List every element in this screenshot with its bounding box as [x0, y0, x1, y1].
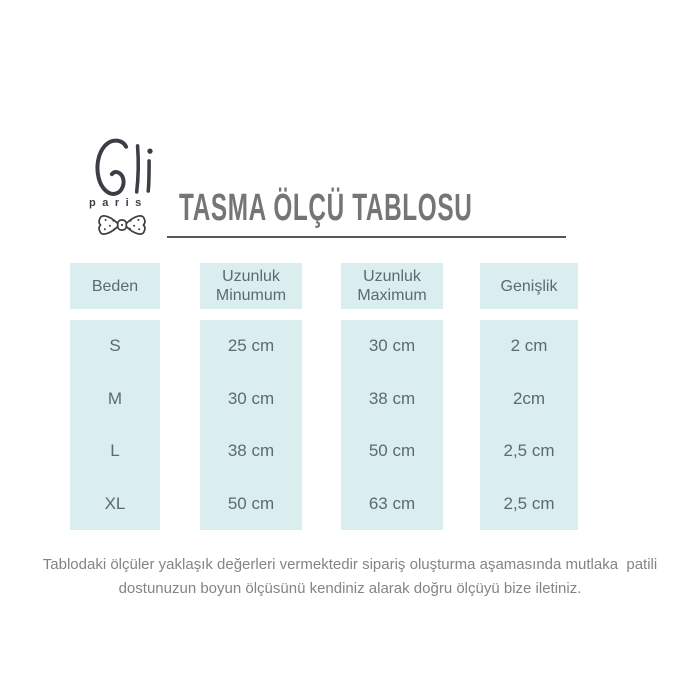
- column-uzunluk-maximum: [341, 263, 443, 530]
- table-cell: 2 cm: [510, 336, 548, 356]
- column-genislik: [480, 263, 578, 530]
- table-cell: 50 cm: [368, 441, 416, 461]
- table-cell: 63 cm: [368, 493, 416, 513]
- column-beden-values: [70, 320, 160, 530]
- page-title: TASMA ÖLÇÜ TABLOSU: [179, 187, 473, 229]
- gli-logo: [88, 137, 173, 199]
- header-uzunluk-maximum: [341, 263, 443, 309]
- brand-subtitle: paris: [89, 197, 148, 209]
- table-cell: 25 cm: [227, 336, 275, 356]
- table-cell: 30 cm: [227, 388, 275, 408]
- disclaimer-line-1: Tablodaki ölçüler yaklaşık değerleri vermektedir sipariş oluşturma aşamasında mutlaka patili: [42, 556, 658, 573]
- table-cell: 2,5 cm: [503, 441, 555, 461]
- table-cell: 50 cm: [227, 493, 275, 513]
- table-cell: 38 cm: [227, 441, 275, 461]
- header-line: Uzunluk: [222, 268, 280, 285]
- table-cell: XL: [104, 493, 126, 513]
- table-cell: 2cm: [512, 388, 546, 408]
- table-cell: 2,5 cm: [503, 493, 555, 513]
- header-uzunluk-minumum: [200, 263, 302, 309]
- column-uzunluk-maximum-values: [341, 320, 443, 530]
- header-line: Uzunluk: [363, 268, 421, 285]
- header-line: Maximum: [357, 287, 427, 304]
- table-cell: 38 cm: [368, 388, 416, 408]
- table-cell: L: [110, 441, 120, 461]
- header-beden: [70, 263, 160, 309]
- column-beden: [70, 263, 160, 530]
- table-cell: 30 cm: [368, 336, 416, 356]
- header-line: Genişlik: [500, 277, 558, 295]
- column-uzunluk-minumum-values: [200, 320, 302, 530]
- header-line: Minumum: [215, 287, 287, 304]
- header-genislik: [480, 263, 578, 309]
- column-genislik-values: [480, 320, 578, 530]
- table-cell: M: [107, 388, 123, 408]
- header-line: Beden: [91, 277, 139, 295]
- disclaimer-text: [0, 553, 700, 601]
- table-cell: S: [109, 336, 121, 356]
- bowtie-icon: [96, 210, 148, 240]
- column-uzunluk-minumum: [200, 263, 302, 530]
- disclaimer-line-2: dostunuzun boyun ölçüsünü kendiniz alarak doğru ölçüyü bize iletiniz.: [118, 580, 582, 597]
- title-underline: [167, 236, 566, 238]
